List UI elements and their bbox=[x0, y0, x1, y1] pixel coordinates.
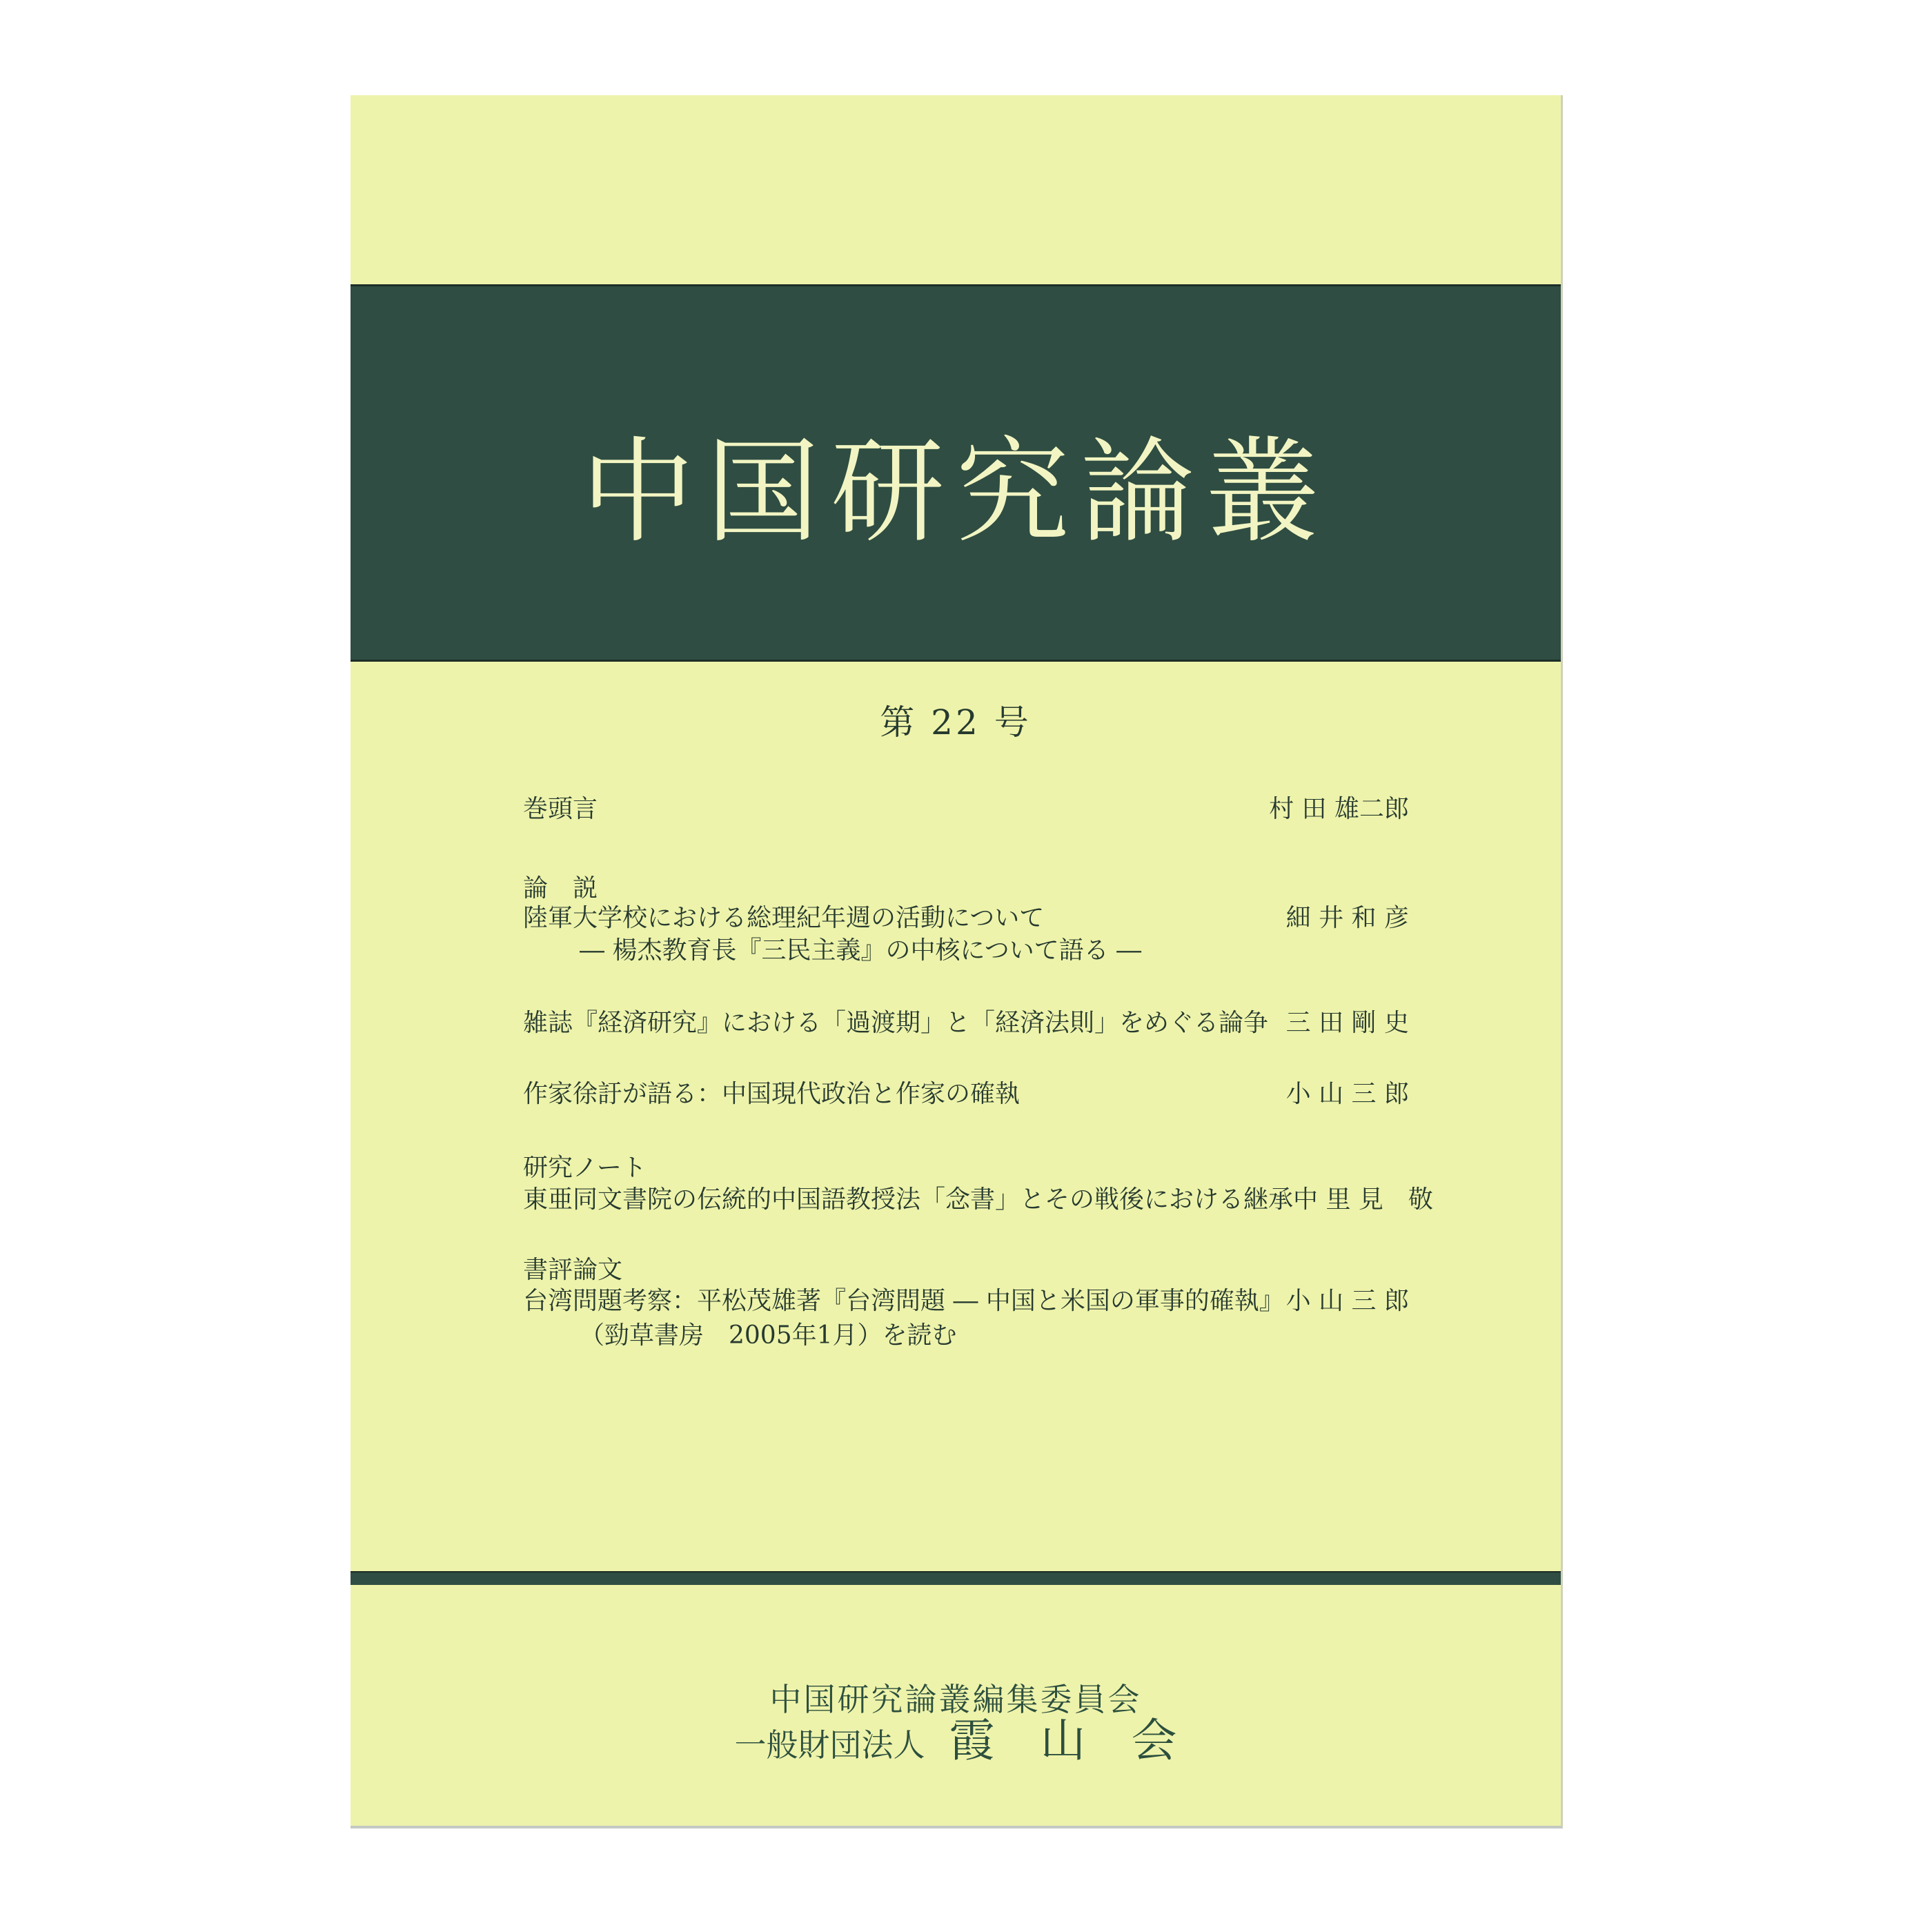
toc-section-heading bbox=[523, 873, 1409, 904]
toc-entry bbox=[523, 903, 1409, 934]
toc-entry-author: 村 田 雄二郎 bbox=[1269, 795, 1409, 823]
toc-section-heading-label: 書評論文 bbox=[523, 1256, 623, 1284]
toc-entry-author: 小 山 三 郎 bbox=[1285, 1287, 1409, 1315]
toc-section-heading-label: 論 説 bbox=[523, 874, 598, 903]
table-of-contents bbox=[523, 95, 1433, 1826]
toc-entry-author: 小 山 三 郎 bbox=[1285, 1080, 1409, 1108]
toc-entry-title: 雑誌『経済研究』における「過渡期」と「経済法則」をめぐる論争 bbox=[523, 1009, 1269, 1037]
toc-entry-title: 台湾問題考察：平松茂雄著『台湾問題 ― 中国と米国の軍事的確執』 bbox=[523, 1287, 1284, 1315]
toc-entry-author: 三 田 剛 史 bbox=[1285, 1009, 1409, 1037]
issue-number: 第 22 号 bbox=[880, 702, 1032, 742]
toc-entry bbox=[523, 793, 1409, 825]
toc-entry-title: 作家徐訏が語る：中国現代政治と作家の確執 bbox=[523, 1080, 1021, 1108]
toc-entry bbox=[523, 1007, 1409, 1038]
toc-entry-author: 中 里 見 敬 bbox=[1293, 1185, 1433, 1214]
toc-entry-title: 東亜同文書院の伝統的中国語教授法「念書」とその戦後における継承 bbox=[523, 1185, 1294, 1214]
journal-cover bbox=[351, 95, 1563, 1828]
toc-entry bbox=[523, 1285, 1409, 1317]
toc-entry bbox=[523, 1184, 1433, 1215]
toc-entry-subtitle bbox=[580, 935, 1141, 966]
editorial-committee: 中国研究論叢編集委員会 bbox=[769, 1681, 1142, 1718]
publisher-line bbox=[351, 1714, 1561, 1767]
toc-entry-subtitle-text: ― 楊杰教育長『三民主義』の中核について語る ― bbox=[580, 936, 1142, 965]
toc-entry bbox=[523, 1078, 1409, 1110]
toc-entry-title: 巻頭言 bbox=[523, 795, 598, 823]
toc-entry-author: 細 井 和 彦 bbox=[1285, 904, 1409, 932]
toc-entry-subtitle bbox=[580, 1320, 957, 1351]
toc-section-heading bbox=[523, 1254, 1409, 1285]
toc-section-heading bbox=[523, 1152, 1409, 1183]
publisher-foundation-prefix: 一般財団法人 bbox=[734, 1726, 925, 1764]
divider-rule bbox=[351, 1571, 1561, 1585]
toc-entry-subtitle-text: （勁草書房 2005年1月）を読む bbox=[580, 1321, 957, 1350]
journal-title: 中国研究論叢 bbox=[581, 426, 1330, 558]
toc-section-heading-label: 研究ノート bbox=[523, 1154, 647, 1182]
publisher-foundation-name: 霞 山 会 bbox=[949, 1714, 1177, 1767]
toc-entry-title: 陸軍大学校における総理紀年週の活動について bbox=[523, 904, 1045, 932]
